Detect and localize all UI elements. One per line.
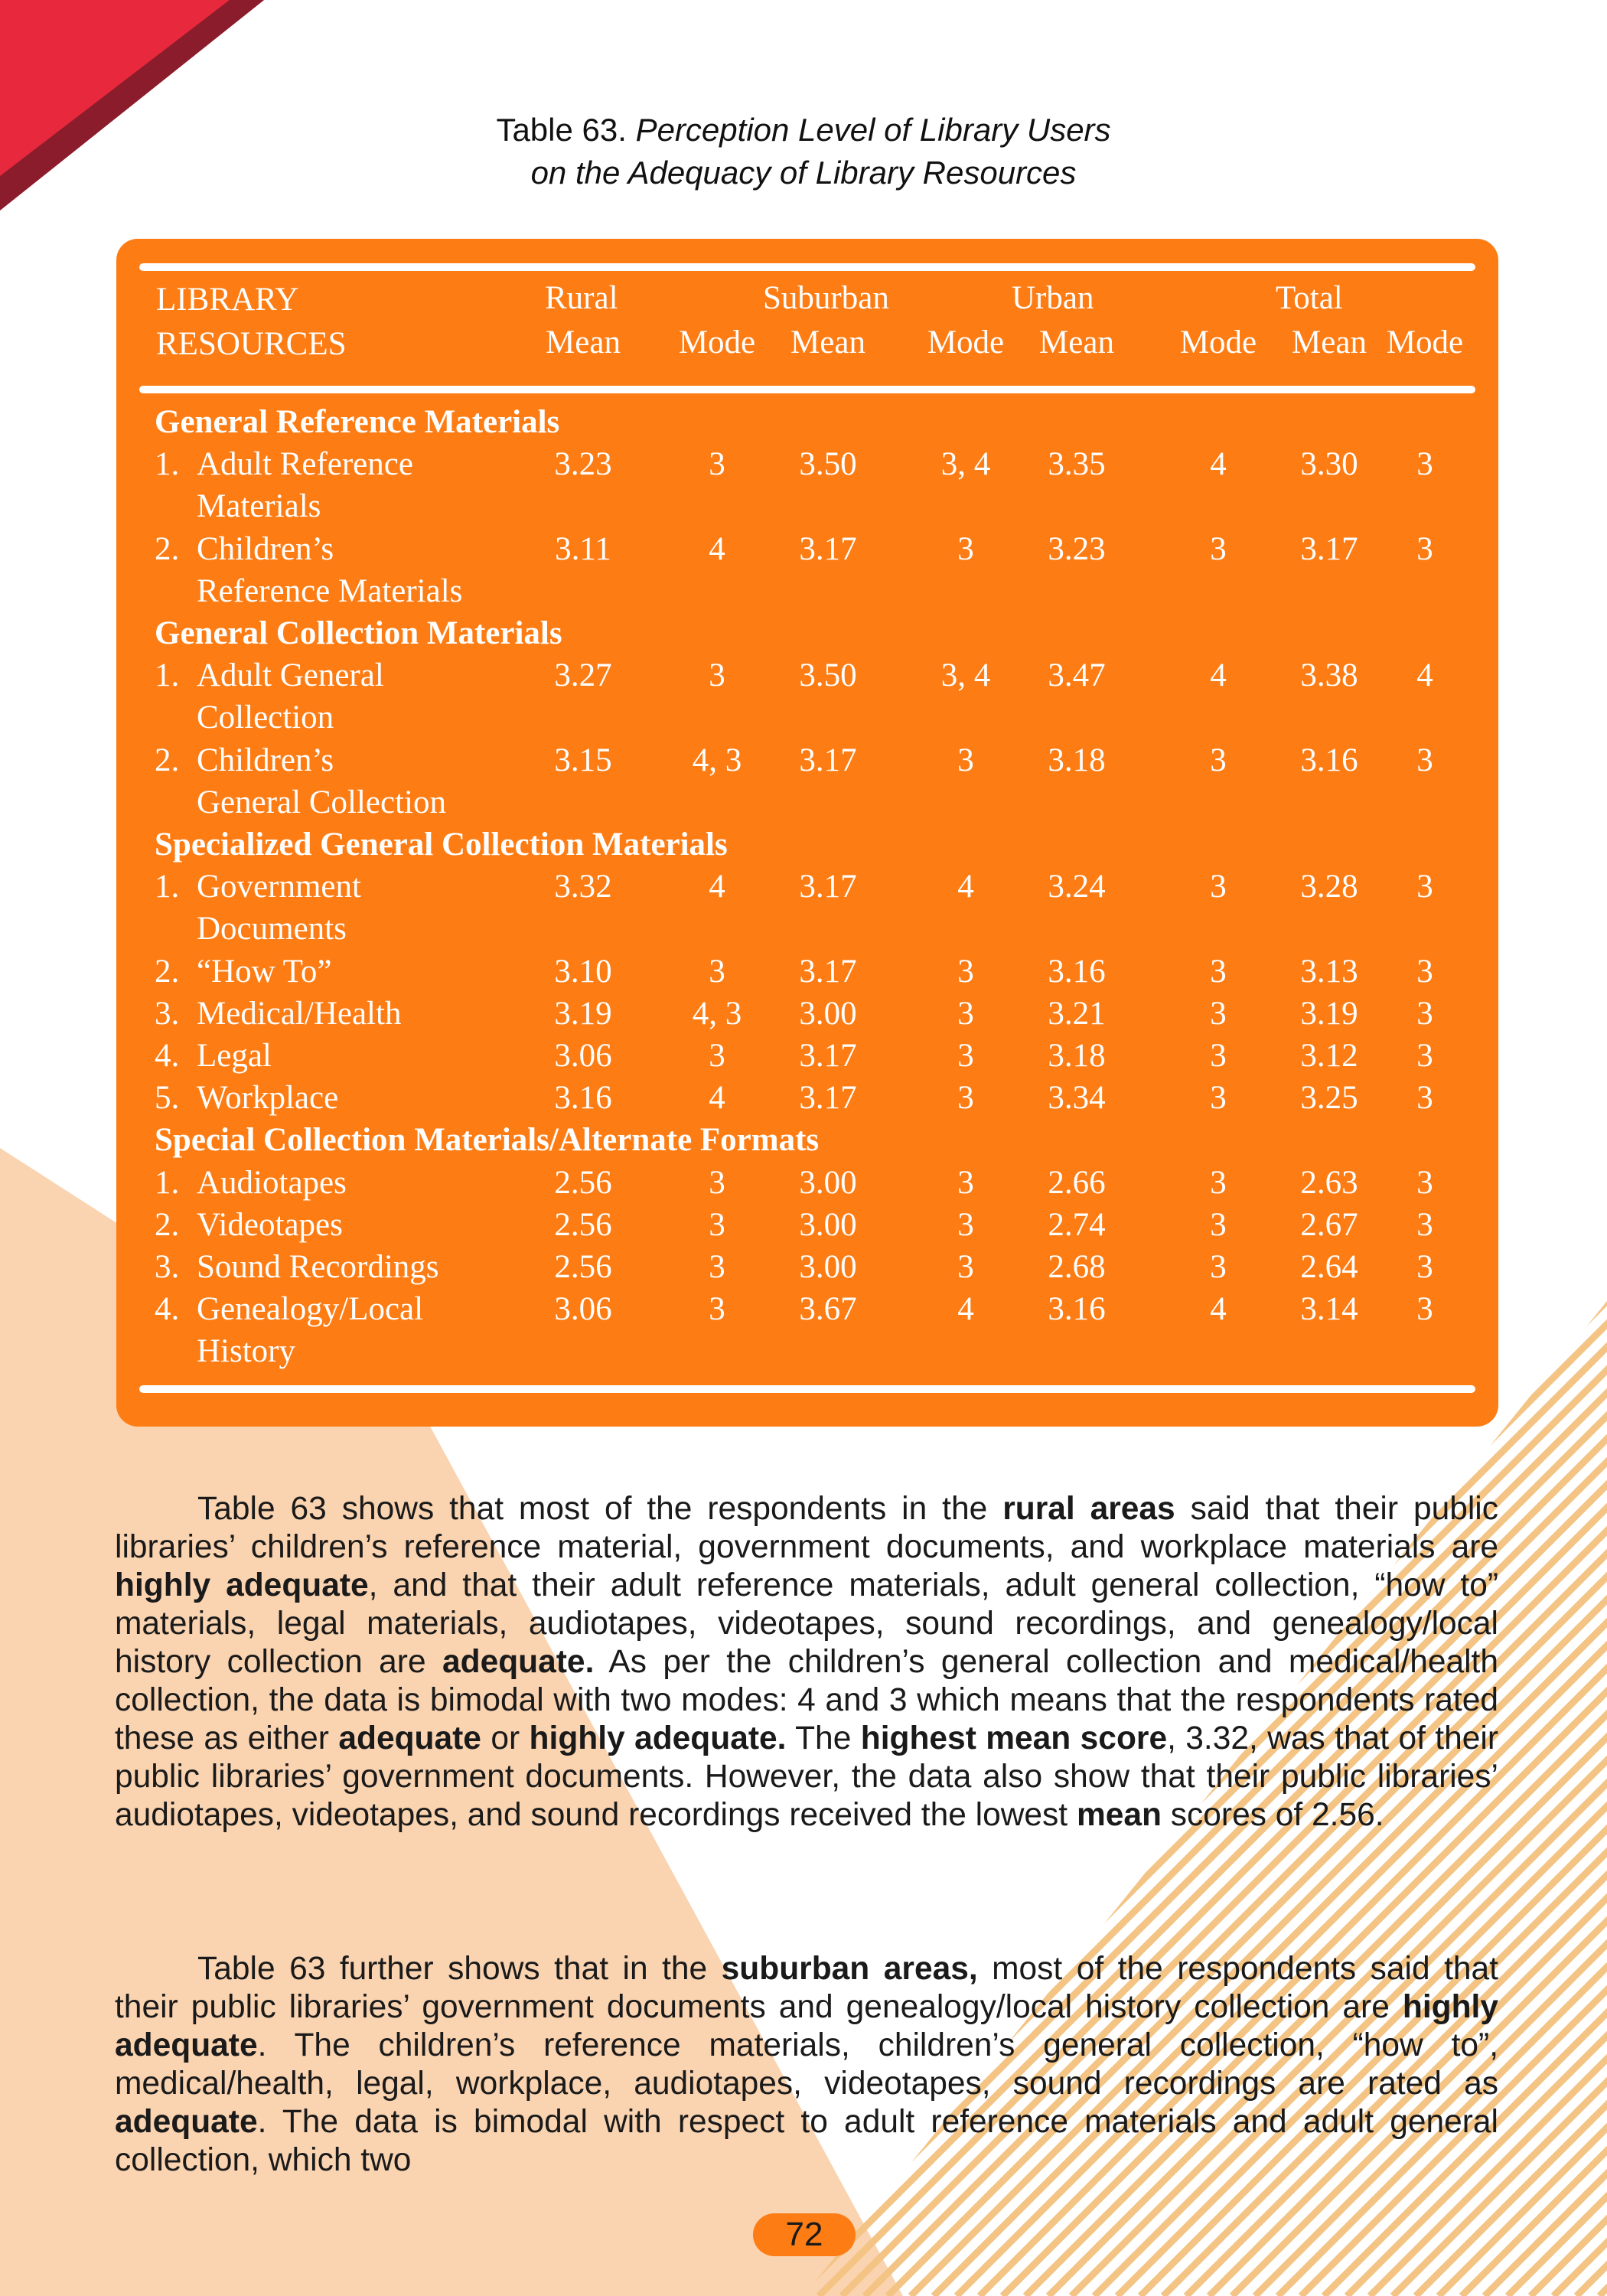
cell-total-mean: 3.30 [1300, 446, 1358, 483]
cell-total-mean: 3.13 [1300, 953, 1358, 990]
cell-urban-mean: 3.23 [1048, 530, 1106, 567]
category-title: Specialized General Collection Materials [155, 827, 728, 863]
cell-rural-mode: 3 [709, 446, 725, 483]
row-number: 3. [155, 995, 180, 1032]
row-label [155, 528, 334, 571]
cell-suburban-mean: 3.17 [799, 869, 857, 905]
header-resources-line-1: LIBRARY [156, 282, 299, 318]
row-number: 5. [155, 1080, 180, 1117]
row-label-text: Government [197, 869, 361, 905]
cell-suburban-mean: 3.67 [799, 1291, 857, 1328]
emphasis-text: adequate [338, 1720, 481, 1756]
paragraph-suburban [115, 1950, 1498, 2180]
caption-title-line-2: on the Adequacy of Library Resources [530, 155, 1077, 191]
cell-urban-mode: 3 [1210, 953, 1227, 990]
cell-rural-mean: 2.56 [554, 1164, 612, 1201]
cell-rural-mode: 3 [709, 1206, 725, 1243]
row-label-continuation [155, 781, 446, 824]
cell-suburban-mode: 3 [957, 1080, 974, 1117]
cell-urban-mode: 3 [1210, 742, 1227, 778]
cell-urban-mode: 3 [1210, 530, 1227, 567]
cell-urban-mean: 3.18 [1048, 742, 1106, 778]
header-urban-mode: Mode [1179, 325, 1257, 360]
row-label-text: Adult Reference [197, 446, 413, 483]
row-label-continuation [155, 696, 334, 739]
cell-urban-mean: 2.68 [1048, 1249, 1106, 1285]
cell-rural-mean: 3.10 [554, 953, 612, 990]
row-label-continuation [155, 908, 347, 951]
row-number: 1. [155, 446, 180, 483]
row-label-text: Children’s [197, 530, 334, 567]
cell-total-mode: 3 [1416, 1164, 1433, 1201]
body-text: most of the respondents said that their public libraries’ government documents and genealogy/local history collection are [115, 1951, 1498, 2025]
cell-total-mode: 3 [1416, 869, 1433, 905]
header-resources-line-2: RESOURCES [156, 326, 347, 362]
cell-rural-mode: 4, 3 [692, 995, 742, 1032]
row-label-text: Collection [197, 700, 334, 736]
row-number: 1. [155, 1164, 180, 1201]
emphasis-text: suburban areas, [721, 1951, 978, 1987]
caption-title-line-1: Perception Level of Library Users [635, 112, 1111, 148]
cell-suburban-mean: 3.50 [799, 446, 857, 483]
header-total-mode: Mode [1386, 325, 1464, 360]
cell-urban-mean: 3.18 [1048, 1038, 1106, 1074]
cell-urban-mean: 3.16 [1048, 953, 1106, 990]
cell-urban-mean: 2.74 [1048, 1206, 1106, 1243]
cell-total-mean: 3.12 [1300, 1038, 1358, 1074]
cell-suburban-mean: 3.17 [799, 1038, 857, 1074]
row-number: 2. [155, 1206, 180, 1243]
header-group-total: Total [1276, 280, 1343, 316]
row-label-continuation [155, 570, 462, 613]
cell-suburban-mode: 3, 4 [940, 657, 991, 694]
header-group-suburban: Suburban [763, 280, 889, 316]
cell-total-mode: 3 [1416, 953, 1433, 990]
row-label-text: Documents [197, 911, 347, 947]
row-label-text: General Collection [197, 784, 446, 820]
cell-urban-mode: 3 [1210, 995, 1227, 1032]
row-label-text: Legal [197, 1038, 272, 1074]
cell-total-mean: 3.25 [1300, 1080, 1358, 1117]
cell-rural-mode: 4 [709, 1080, 725, 1117]
cell-rural-mode: 3 [709, 1291, 725, 1328]
paragraph-rural [115, 1490, 1498, 1835]
cell-total-mean: 3.17 [1300, 530, 1358, 567]
row-label [155, 443, 413, 486]
cell-urban-mean: 3.47 [1048, 657, 1106, 694]
cell-suburban-mode: 3 [957, 1249, 974, 1285]
cell-total-mean: 3.19 [1300, 995, 1358, 1032]
cell-urban-mean: 3.34 [1048, 1080, 1106, 1117]
cell-rural-mean: 2.56 [554, 1206, 612, 1243]
row-number: 1. [155, 869, 180, 905]
emphasis-text: adequate. [442, 1644, 595, 1680]
cell-suburban-mean: 3.00 [799, 1206, 857, 1243]
row-number: 3. [155, 1249, 180, 1285]
cell-suburban-mean: 3.17 [799, 742, 857, 778]
row-label-continuation [155, 1330, 295, 1373]
cell-rural-mean: 3.11 [555, 530, 611, 567]
emphasis-text: adequate [115, 2104, 258, 2140]
row-number: 2. [155, 742, 180, 778]
body-text: , 3.32, was that of their public libraries’ government documents. However, the data also show that their public libraries’ audiotapes, videotapes, and sound recordings received the lowest [115, 1720, 1498, 1833]
cell-rural-mean: 3.32 [554, 869, 612, 905]
cell-rural-mode: 3 [709, 1164, 725, 1201]
cell-suburban-mean: 3.00 [799, 995, 857, 1032]
cell-total-mode: 3 [1416, 995, 1433, 1032]
cell-total-mode: 3 [1416, 1206, 1433, 1243]
cell-suburban-mode: 3 [957, 530, 974, 567]
row-label [155, 1246, 439, 1289]
header-suburban-mode: Mode [927, 325, 1005, 360]
cell-urban-mode: 3 [1210, 1249, 1227, 1285]
row-label-text: Materials [197, 488, 321, 525]
cell-rural-mean: 3.19 [554, 995, 612, 1032]
cell-total-mode: 3 [1416, 1038, 1433, 1074]
cell-total-mean: 2.67 [1300, 1206, 1358, 1243]
cell-rural-mean: 2.56 [554, 1249, 612, 1285]
cell-suburban-mode: 3 [957, 995, 974, 1032]
cell-urban-mean: 3.21 [1048, 995, 1106, 1032]
row-number: 4. [155, 1038, 180, 1074]
page-number: 72 [753, 2213, 856, 2256]
cell-urban-mode: 3 [1210, 1164, 1227, 1201]
row-label-text: History [197, 1333, 295, 1370]
row-label [155, 993, 401, 1035]
cell-rural-mean: 3.23 [554, 446, 612, 483]
caption-line-1 [321, 109, 1286, 152]
emphasis-text: mean [1076, 1797, 1162, 1833]
cell-urban-mean: 3.35 [1048, 446, 1106, 483]
row-label [155, 739, 334, 782]
emphasis-text: highly adequate. [529, 1720, 787, 1756]
row-label-text: “How To” [197, 953, 332, 990]
row-label [155, 654, 384, 697]
cell-suburban-mode: 3 [957, 1206, 974, 1243]
cell-total-mean: 3.38 [1300, 657, 1358, 694]
header-rural-mean: Mean [546, 325, 621, 360]
body-text: Table 63 shows that most of the respondents in the [197, 1491, 1003, 1527]
row-label-text: Genealogy/Local [197, 1291, 424, 1328]
category-title: General Reference Materials [155, 404, 560, 440]
cell-total-mode: 3 [1416, 530, 1433, 567]
table-top-rule [139, 263, 1475, 271]
cell-suburban-mode: 4 [957, 1291, 974, 1328]
emphasis-text: highly adequate [115, 1989, 1498, 2063]
header-rural-mode: Mode [678, 325, 756, 360]
body-text: . The data is bimodal with respect to adult reference materials and adult general collection, which two [115, 2104, 1498, 2178]
cell-rural-mean: 3.06 [554, 1291, 612, 1328]
cell-rural-mean: 3.27 [554, 657, 612, 694]
cell-suburban-mean: 3.50 [799, 657, 857, 694]
row-label-text: Workplace [197, 1080, 339, 1117]
row-number: 4. [155, 1291, 180, 1328]
perception-table [116, 239, 1498, 1427]
cell-total-mode: 4 [1416, 657, 1433, 694]
row-label-text: Medical/Health [197, 995, 402, 1032]
body-text: . The children’s reference materials, children’s general collection, “how to”, medical/health, legal, workplace, audiotapes, videotapes, sound recordings are rated as [115, 2027, 1498, 2102]
cell-total-mean: 2.64 [1300, 1249, 1358, 1285]
row-label [155, 1077, 338, 1120]
table-caption [321, 109, 1286, 194]
row-label-text: Adult General [197, 657, 384, 694]
cell-rural-mean: 3.15 [554, 742, 612, 778]
cell-total-mean: 2.63 [1300, 1164, 1358, 1201]
category-title: General Collection Materials [155, 615, 562, 651]
cell-total-mode: 3 [1416, 1249, 1433, 1285]
row-label [155, 866, 361, 908]
cell-urban-mode: 3 [1210, 1080, 1227, 1117]
row-label [155, 1204, 343, 1247]
cell-urban-mode: 4 [1210, 446, 1227, 483]
row-label [155, 1288, 423, 1331]
cell-suburban-mean: 3.17 [799, 1080, 857, 1117]
cell-suburban-mode: 3, 4 [940, 446, 991, 483]
cell-suburban-mode: 3 [957, 1164, 974, 1201]
emphasis-text: highest mean score [860, 1720, 1168, 1756]
header-group-rural: Rural [545, 280, 618, 316]
cell-suburban-mode: 4 [957, 869, 974, 905]
row-number: 2. [155, 530, 180, 567]
cell-rural-mode: 3 [709, 657, 725, 694]
cell-suburban-mean: 3.17 [799, 530, 857, 567]
cell-suburban-mean: 3.00 [799, 1164, 857, 1201]
cell-rural-mode: 4 [709, 530, 725, 567]
cell-total-mean: 3.14 [1300, 1291, 1358, 1328]
cell-suburban-mode: 3 [957, 953, 974, 990]
table-bottom-rule [139, 1385, 1475, 1393]
category-title: Special Collection Materials/Alternate Formats [155, 1122, 820, 1159]
row-label [155, 951, 332, 993]
body-text: or [481, 1720, 530, 1756]
emphasis-text: rural areas [1002, 1491, 1175, 1527]
caption-prefix: Table 63. [496, 112, 627, 148]
cell-total-mean: 3.28 [1300, 869, 1358, 905]
cell-suburban-mode: 3 [957, 1038, 974, 1074]
body-text: said that their public libraries’ children’s reference material, government documents, and workplace materials are [115, 1491, 1498, 1565]
cell-rural-mean: 3.06 [554, 1038, 612, 1074]
row-label-text: Children’s [197, 742, 334, 778]
cell-total-mode: 3 [1416, 446, 1433, 483]
row-number: 2. [155, 953, 180, 990]
cell-suburban-mode: 3 [957, 742, 974, 778]
row-label [155, 1035, 272, 1078]
cell-suburban-mean: 3.00 [799, 1249, 857, 1285]
row-label-text: Sound Recordings [197, 1249, 439, 1285]
body-text: , and that their adult reference materials, adult general collection, “how to” materials, legal materials, audiotapes, videotapes, sound recordings, and genealogy/local history collection are [115, 1567, 1498, 1680]
row-label [155, 1162, 347, 1205]
cell-urban-mean: 3.24 [1048, 869, 1106, 905]
cell-rural-mode: 4 [709, 869, 725, 905]
cell-urban-mode: 4 [1210, 1291, 1227, 1328]
cell-rural-mode: 3 [709, 1038, 725, 1074]
cell-total-mode: 3 [1416, 1080, 1433, 1117]
cell-urban-mode: 4 [1210, 657, 1227, 694]
cell-suburban-mean: 3.17 [799, 953, 857, 990]
cell-rural-mean: 3.16 [554, 1080, 612, 1117]
row-label-text: Videotapes [197, 1206, 343, 1243]
cell-urban-mean: 2.66 [1048, 1164, 1106, 1201]
corner-triangle-red-top [0, 0, 230, 176]
cell-urban-mode: 3 [1210, 869, 1227, 905]
cell-rural-mode: 3 [709, 1249, 725, 1285]
row-label-continuation [155, 485, 321, 528]
header-suburban-mean: Mean [790, 325, 865, 360]
cell-urban-mode: 3 [1210, 1038, 1227, 1074]
emphasis-text: highly adequate [115, 1567, 369, 1603]
header-group-urban: Urban [1012, 280, 1094, 316]
cell-urban-mean: 3.16 [1048, 1291, 1106, 1328]
table-header-rule [139, 386, 1475, 393]
header-total-mean: Mean [1292, 325, 1367, 360]
body-text: Table 63 further shows that in the [197, 1951, 722, 1987]
header-urban-mean: Mean [1039, 325, 1114, 360]
row-label-text: Reference Materials [197, 572, 463, 609]
cell-total-mode: 3 [1416, 1291, 1433, 1328]
body-text: The [786, 1720, 861, 1756]
row-number: 1. [155, 657, 180, 694]
cell-rural-mode: 3 [709, 953, 725, 990]
body-text: As per the children’s general collection and medical/health collection, the data is bimodal with two modes: 4 and 3 which means that the respondents rated these as either [115, 1644, 1498, 1756]
cell-total-mean: 3.16 [1300, 742, 1358, 778]
cell-total-mode: 3 [1416, 742, 1433, 778]
row-label-text: Audiotapes [197, 1164, 347, 1201]
cell-urban-mode: 3 [1210, 1206, 1227, 1243]
cell-rural-mode: 4, 3 [692, 742, 742, 778]
body-text: scores of 2.56. [1161, 1797, 1384, 1833]
